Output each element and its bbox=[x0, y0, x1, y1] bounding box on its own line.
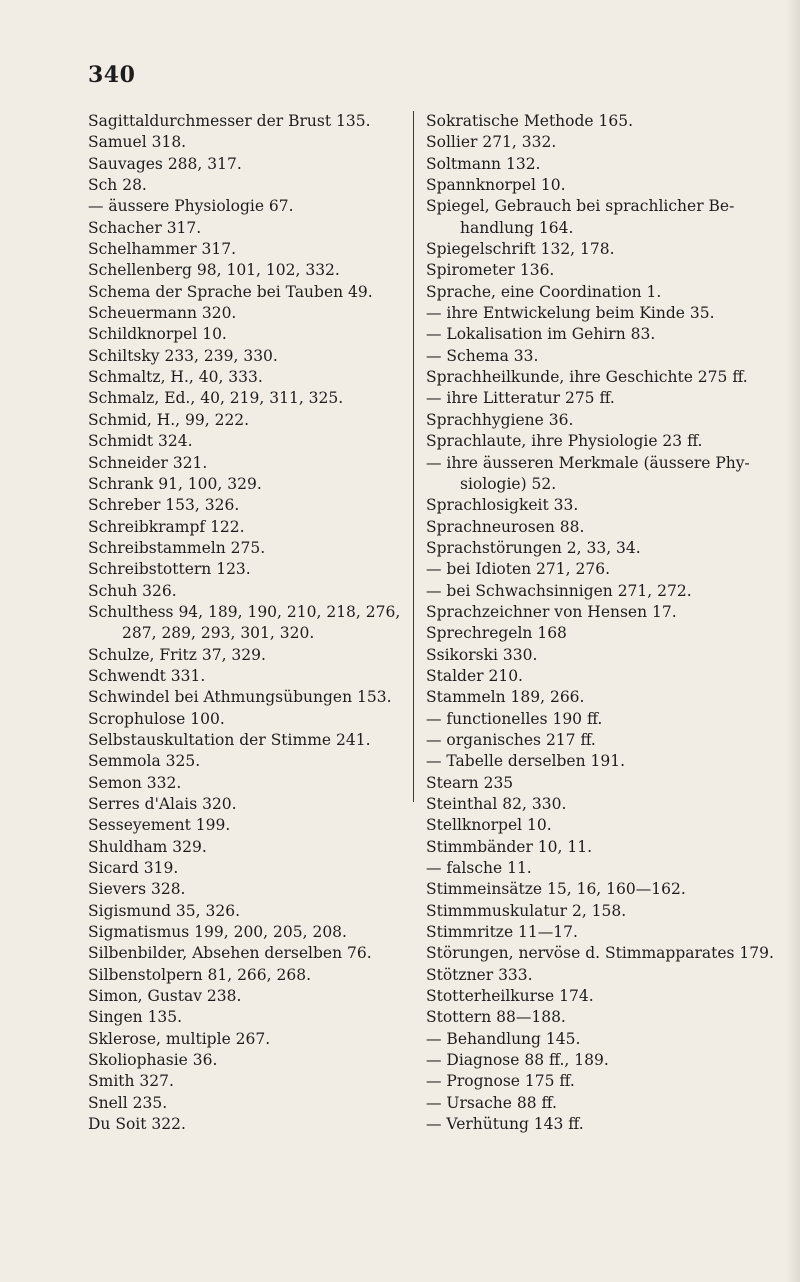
index-entry: Sigismund 35, 326. bbox=[88, 901, 241, 920]
index-entry: Singen 135. bbox=[88, 1008, 183, 1027]
index-entry: Spirometer 136. bbox=[426, 261, 555, 280]
index-entry: Schelhammer 317. bbox=[88, 240, 237, 259]
index-entry: Sprache, eine Coordination 1. bbox=[426, 282, 662, 301]
index-entry: — ihre äusseren Merkmale (äussere Phy- bbox=[426, 453, 750, 472]
index-entry: Stotterheilkurse 174. bbox=[426, 987, 594, 1006]
index-entry: Sprachheilkunde, ihre Geschichte 275 ff. bbox=[426, 368, 748, 387]
index-entry: Schreibkrampf 122. bbox=[88, 517, 245, 536]
index-entry: Silbenbilder, Absehen derselben 76. bbox=[88, 944, 372, 963]
index-entry: Schildknorpel 10. bbox=[88, 325, 227, 344]
index-entry: Sklerose, multiple 267. bbox=[88, 1029, 271, 1048]
index-entry: Stimmeinsätze 15, 16, 160—162. bbox=[426, 880, 686, 899]
index-entry: Stalder 210. bbox=[426, 666, 523, 685]
index-entry: Smith 327. bbox=[88, 1072, 174, 1091]
index-entry: — Verhütung 143 ff. bbox=[426, 1115, 584, 1134]
index-entry: Silbenstolpern 81, 266, 268. bbox=[88, 965, 312, 984]
index-entry: — Diagnose 88 ff., 189. bbox=[426, 1051, 609, 1070]
index-entry: — bei Idioten 271, 276. bbox=[426, 560, 611, 579]
index-entry: — ihre Entwickelung beim Kinde 35. bbox=[426, 304, 715, 323]
index-entry: Sprachstörungen 2, 33, 34. bbox=[426, 538, 641, 557]
index-entry: Semmola 325. bbox=[88, 752, 201, 771]
index-entry: Sprachzeichner von Hensen 17. bbox=[426, 602, 677, 621]
index-entry: Schreibstottern 123. bbox=[88, 560, 251, 579]
index-entry: — Lokalisation im Gehirn 83. bbox=[426, 325, 656, 344]
index-entry: Schreibstammeln 275. bbox=[88, 538, 266, 557]
index-entry: Schrank 91, 100, 329. bbox=[88, 474, 262, 493]
index-entry: — Ursache 88 ff. bbox=[426, 1093, 557, 1112]
index-entry: Sprechregeln 168 bbox=[426, 624, 567, 643]
index-entry: Scrophulose 100. bbox=[88, 709, 225, 728]
index-entry: Schreber 153, 326. bbox=[88, 496, 240, 515]
index-entry: — bei Schwachsinnigen 271, 272. bbox=[426, 581, 692, 600]
index-entry: Schacher 317. bbox=[88, 218, 202, 237]
index-entry: Sagittaldurchmesser der Brust 135. bbox=[88, 112, 371, 130]
index-entry: Stearn 235 bbox=[426, 773, 514, 792]
index-entry: — ihre Litteratur 275 ff. bbox=[426, 389, 615, 408]
index-entry: — Behandlung 145. bbox=[426, 1029, 581, 1048]
index-entry: Sprachneurosen 88. bbox=[426, 517, 585, 536]
index-entry: Scheuermann 320. bbox=[88, 304, 237, 323]
index-entry: Schmaltz, H., 40, 333. bbox=[88, 368, 263, 387]
index-entry: Serres d'Alais 320. bbox=[88, 795, 237, 813]
page-edge-shadow bbox=[786, 0, 800, 1282]
index-entry: Sch 28. bbox=[88, 176, 147, 195]
index-entry: Schwindel bei Athmungsübungen 153. bbox=[88, 688, 392, 707]
index-entry: Spiegelschrift 132, 178. bbox=[426, 240, 615, 259]
index-entry: Sprachlaute, ihre Physiologie 23 ff. bbox=[426, 432, 703, 451]
index-entry: Shuldham 329. bbox=[88, 837, 207, 856]
index-column-right bbox=[426, 111, 798, 1136]
index-entry: Sprachhygiene 36. bbox=[426, 410, 574, 429]
index-column-left bbox=[88, 111, 406, 1136]
index-entry: Stimmritze 11—17. bbox=[426, 923, 578, 942]
index-entry: Simon, Gustav 238. bbox=[88, 987, 242, 1006]
index-entry: — falsche 11. bbox=[426, 859, 532, 878]
index-entry: Störungen, nervöse d. Stimmapparates 179. bbox=[426, 944, 774, 963]
index-entry: Sollier 271, 332. bbox=[426, 133, 557, 152]
index-entry: Sievers 328. bbox=[88, 880, 186, 899]
index-entry: Stimmmuskulatur 2, 158. bbox=[426, 901, 627, 920]
index-entry: Stellknorpel 10. bbox=[426, 816, 552, 835]
index-entry: Du Soit 322. bbox=[88, 1115, 186, 1134]
index-entry: Spannknorpel 10. bbox=[426, 176, 566, 195]
index-entry-continuation: 287, 289, 293, 301, 320. bbox=[122, 624, 315, 643]
index-entry: Soltmann 132. bbox=[426, 154, 541, 173]
index-entry: Schmalz, Ed., 40, 219, 311, 325. bbox=[88, 389, 344, 408]
index-entry: — organisches 217 ff. bbox=[426, 730, 596, 749]
index-entry: Schneider 321. bbox=[88, 453, 208, 472]
index-entry: Schuh 326. bbox=[88, 581, 177, 600]
index-entry: Schmidt 324. bbox=[88, 432, 193, 451]
index-entry: Schema der Sprache bei Tauben 49. bbox=[88, 282, 373, 301]
column-divider bbox=[413, 111, 414, 802]
index-entry: Schellenberg 98, 101, 102, 332. bbox=[88, 261, 340, 280]
index-entry: Stammeln 189, 266. bbox=[426, 688, 585, 707]
index-entry: Sigmatismus 199, 200, 205, 208. bbox=[88, 923, 347, 942]
index-entry: Ssikorski 330. bbox=[426, 645, 538, 664]
index-entry: — Prognose 175 ff. bbox=[426, 1072, 575, 1091]
index-entry: Schiltsky 233, 239, 330. bbox=[88, 346, 278, 365]
index-entry: — Tabelle derselben 191. bbox=[426, 752, 626, 771]
index-entry: Sauvages 288, 317. bbox=[88, 154, 242, 173]
index-entry-continuation: siologie) 52. bbox=[460, 474, 557, 493]
index-entry: Schulze, Fritz 37, 329. bbox=[88, 645, 266, 664]
index-entry: — functionelles 190 ff. bbox=[426, 709, 603, 728]
index-entry: Spiegel, Gebrauch bei sprachlicher Be- bbox=[426, 197, 735, 216]
index-entry: Schwendt 331. bbox=[88, 666, 206, 685]
index-entry: Semon 332. bbox=[88, 773, 182, 792]
index-entry: Samuel 318. bbox=[88, 133, 187, 152]
index-entry: Snell 235. bbox=[88, 1093, 168, 1112]
index-entry: — äussere Physiologie 67. bbox=[88, 197, 294, 216]
index-entry: Sicard 319. bbox=[88, 859, 179, 878]
index-entry: Stötzner 333. bbox=[426, 965, 533, 984]
index-entry: — Schema 33. bbox=[426, 346, 539, 365]
index-entry: Schmid, H., 99, 222. bbox=[88, 410, 250, 429]
index-entry: Stottern 88—188. bbox=[426, 1008, 566, 1027]
index-entry: Schulthess 94, 189, 190, 210, 218, 276, bbox=[88, 602, 401, 621]
index-entry-continuation: handlung 164. bbox=[460, 218, 574, 237]
index-entry: Sesseyement 199. bbox=[88, 816, 231, 835]
index-entry: Sokratische Methode 165. bbox=[426, 112, 634, 130]
index-entry: Sprachlosigkeit 33. bbox=[426, 496, 579, 515]
index-entry: Stimmbänder 10, 11. bbox=[426, 837, 593, 856]
index-entry: Steinthal 82, 330. bbox=[426, 795, 567, 813]
index-entry: Skoliophasie 36. bbox=[88, 1051, 218, 1070]
index-entry: Selbstauskultation der Stimme 241. bbox=[88, 730, 371, 749]
page-number: 340 bbox=[88, 62, 136, 88]
